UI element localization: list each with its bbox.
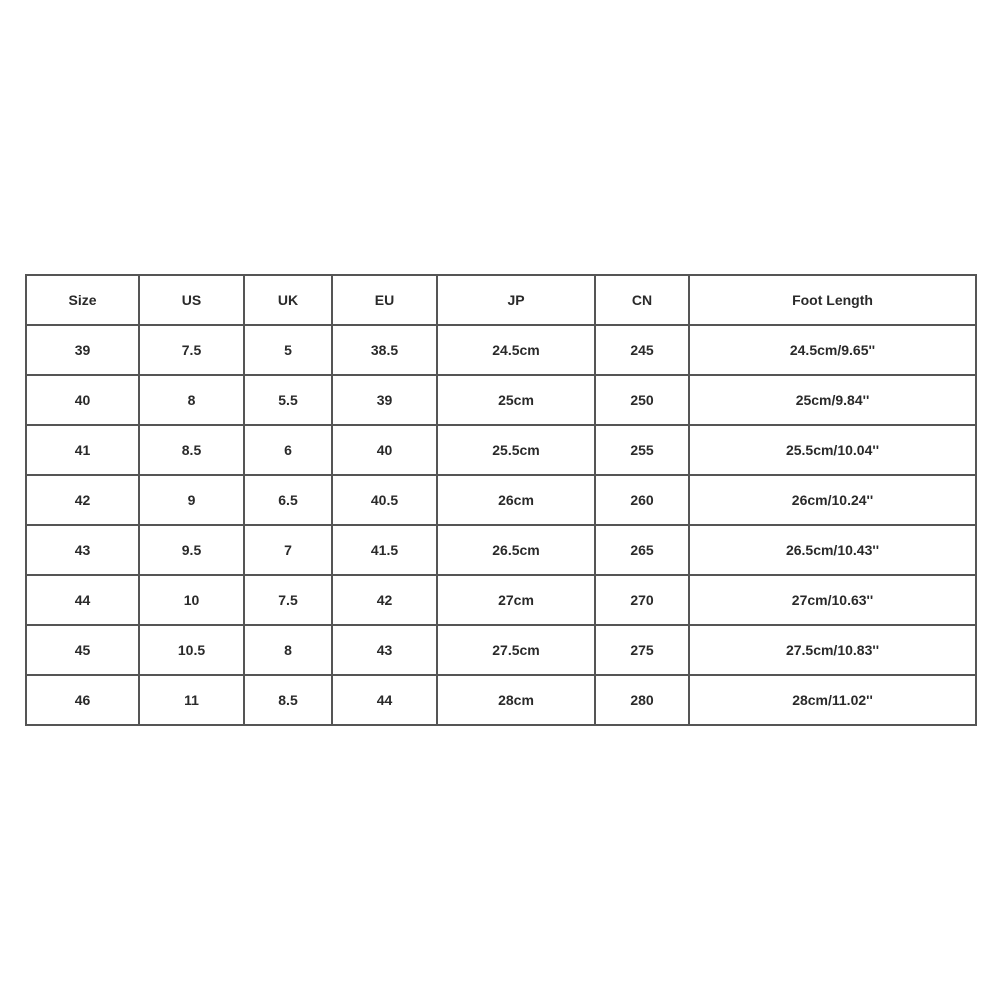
cell-size: 43 xyxy=(26,525,139,575)
cell-us: 10 xyxy=(139,575,244,625)
cell-foot-length: 25.5cm/10.04'' xyxy=(689,425,976,475)
cell-us: 10.5 xyxy=(139,625,244,675)
cell-uk: 5 xyxy=(244,325,332,375)
cell-foot-length: 24.5cm/9.65'' xyxy=(689,325,976,375)
header-us: US xyxy=(139,275,244,325)
cell-jp: 26cm xyxy=(437,475,595,525)
cell-uk: 6 xyxy=(244,425,332,475)
cell-cn: 255 xyxy=(595,425,689,475)
cell-uk: 6.5 xyxy=(244,475,332,525)
cell-uk: 8 xyxy=(244,625,332,675)
cell-size: 46 xyxy=(26,675,139,725)
table-row xyxy=(26,375,976,425)
size-chart-header xyxy=(26,275,976,325)
cell-uk: 5.5 xyxy=(244,375,332,425)
cell-size: 42 xyxy=(26,475,139,525)
cell-eu: 44 xyxy=(332,675,437,725)
header-foot-length: Foot Length xyxy=(689,275,976,325)
cell-jp: 24.5cm xyxy=(437,325,595,375)
cell-eu: 40 xyxy=(332,425,437,475)
header-row xyxy=(26,275,976,325)
cell-eu: 42 xyxy=(332,575,437,625)
table-row xyxy=(26,675,976,725)
cell-size: 45 xyxy=(26,625,139,675)
table-row xyxy=(26,625,976,675)
cell-eu: 38.5 xyxy=(332,325,437,375)
cell-cn: 260 xyxy=(595,475,689,525)
table-row xyxy=(26,475,976,525)
cell-foot-length: 27.5cm/10.83'' xyxy=(689,625,976,675)
cell-uk: 7.5 xyxy=(244,575,332,625)
cell-size: 41 xyxy=(26,425,139,475)
cell-size: 39 xyxy=(26,325,139,375)
cell-us: 8.5 xyxy=(139,425,244,475)
size-chart-body xyxy=(26,325,976,725)
cell-cn: 275 xyxy=(595,625,689,675)
cell-size: 40 xyxy=(26,375,139,425)
cell-cn: 280 xyxy=(595,675,689,725)
cell-cn: 265 xyxy=(595,525,689,575)
cell-jp: 26.5cm xyxy=(437,525,595,575)
cell-jp: 25.5cm xyxy=(437,425,595,475)
cell-jp: 28cm xyxy=(437,675,595,725)
header-eu: EU xyxy=(332,275,437,325)
cell-cn: 270 xyxy=(595,575,689,625)
size-chart-table xyxy=(25,274,977,726)
cell-foot-length: 27cm/10.63'' xyxy=(689,575,976,625)
cell-jp: 27cm xyxy=(437,575,595,625)
cell-us: 11 xyxy=(139,675,244,725)
cell-uk: 7 xyxy=(244,525,332,575)
table-row xyxy=(26,525,976,575)
cell-cn: 250 xyxy=(595,375,689,425)
cell-us: 9.5 xyxy=(139,525,244,575)
cell-foot-length: 26.5cm/10.43'' xyxy=(689,525,976,575)
cell-cn: 245 xyxy=(595,325,689,375)
cell-eu: 43 xyxy=(332,625,437,675)
cell-jp: 27.5cm xyxy=(437,625,595,675)
header-size: Size xyxy=(26,275,139,325)
table-row xyxy=(26,325,976,375)
cell-us: 9 xyxy=(139,475,244,525)
cell-size: 44 xyxy=(26,575,139,625)
cell-eu: 40.5 xyxy=(332,475,437,525)
header-jp: JP xyxy=(437,275,595,325)
table-row xyxy=(26,575,976,625)
cell-us: 8 xyxy=(139,375,244,425)
cell-foot-length: 28cm/11.02'' xyxy=(689,675,976,725)
table-row xyxy=(26,425,976,475)
header-uk: UK xyxy=(244,275,332,325)
cell-foot-length: 25cm/9.84'' xyxy=(689,375,976,425)
cell-foot-length: 26cm/10.24'' xyxy=(689,475,976,525)
cell-uk: 8.5 xyxy=(244,675,332,725)
cell-eu: 41.5 xyxy=(332,525,437,575)
header-cn: CN xyxy=(595,275,689,325)
cell-jp: 25cm xyxy=(437,375,595,425)
cell-us: 7.5 xyxy=(139,325,244,375)
cell-eu: 39 xyxy=(332,375,437,425)
